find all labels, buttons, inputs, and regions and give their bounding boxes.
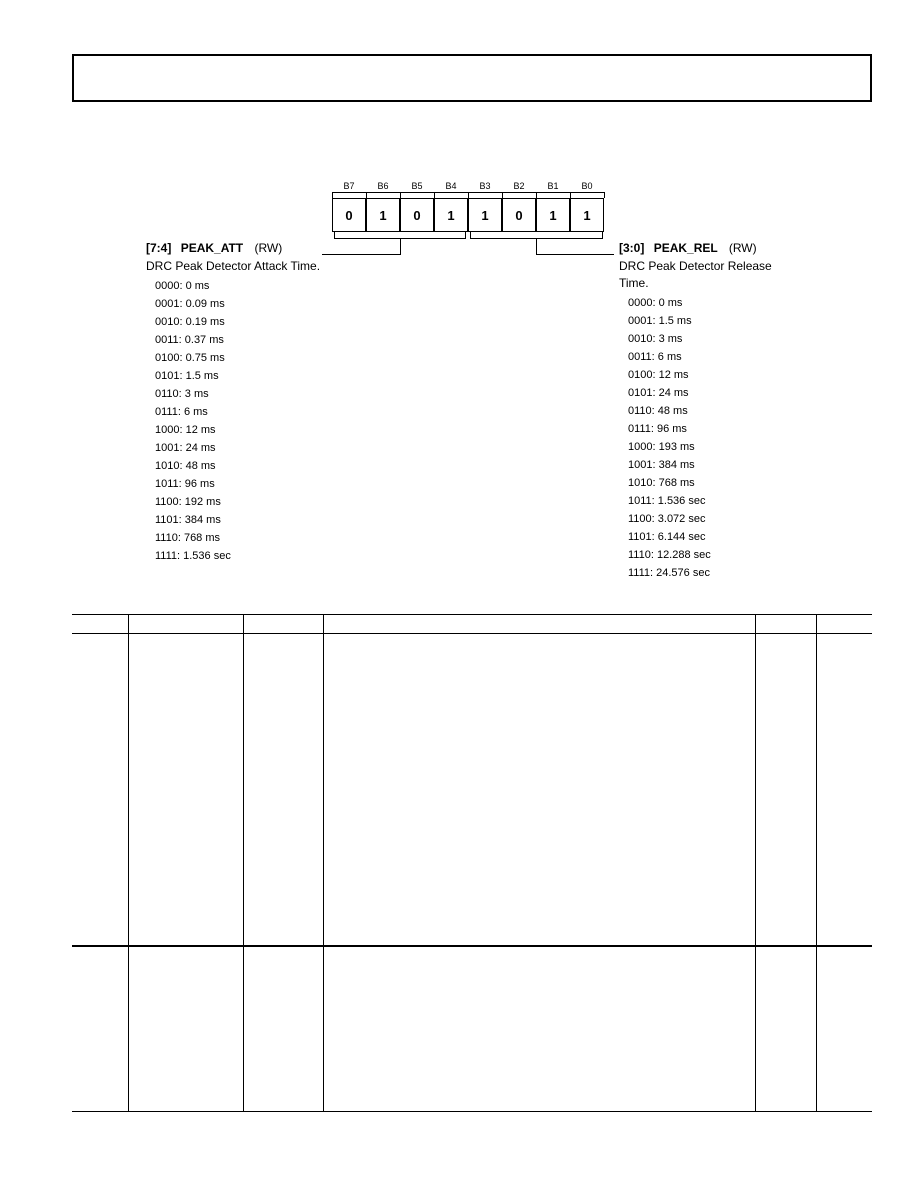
table-col-divider-1 [128,614,129,1112]
peak-rel-bits: [3:0] [619,241,645,255]
peak-rel-name: PEAK_REL [653,241,718,255]
peak-rel-option: 1001: 384 ms [628,459,695,471]
peak-att-option: 0000: 0 ms [155,280,210,292]
bit-label-b5: B5 [411,181,423,191]
bit-label-b3: B3 [479,181,491,191]
peak-att-option: 1111: 1.536 sec [155,550,231,562]
peak-rel-option: 0001: 1.5 ms [628,315,692,327]
peak-rel-description-line2: Time. [619,276,649,290]
peak-rel-option: 1000: 193 ms [628,441,695,453]
peak-att-description: DRC Peak Detector Attack Time. [146,259,321,273]
leader-right [536,254,614,255]
bit-scale-tick [604,192,605,198]
bit-value-b7: 0 [332,198,366,232]
peak-rel-option: 0010: 3 ms [628,333,683,345]
peak-rel-option: 0101: 24 ms [628,387,689,399]
brace-right-tick-r [602,232,603,239]
brace-right-drop [536,239,537,254]
brace-left-tick-r [465,232,466,239]
bit-label-b2: B2 [513,181,525,191]
peak-att-option: 1011: 96 ms [155,478,215,490]
bit-value-b0: 1 [570,198,604,232]
bit-value-b1: 1 [536,198,570,232]
peak-rel-option: 0000: 0 ms [628,297,683,309]
peak-att-name: PEAK_ATT [180,241,244,255]
peak-rel-options [628,294,711,582]
leader-left [322,254,401,255]
table-col-divider-5 [816,614,817,1112]
peak-att-option: 1101: 384 ms [155,514,221,526]
table-bottom-rule [72,1111,872,1112]
register-table [72,614,872,1112]
peak-att-option: 1100: 192 ms [155,496,221,508]
peak-rel-description-line1: DRC Peak Detector Release [619,259,772,273]
bit-label-b4: B4 [445,181,457,191]
table-col-divider-2 [243,614,244,1112]
peak-att-option: 1001: 24 ms [155,442,216,454]
peak-rel-option: 1110: 12.288 sec [628,549,711,561]
bit-label-b1: B1 [547,181,559,191]
peak-rel-option: 1010: 768 ms [628,477,695,489]
bit-label-b6: B6 [377,181,389,191]
brace-right-tick-l [470,232,471,239]
table-col-divider-4 [755,614,756,1112]
bit-label-b7: B7 [343,181,355,191]
peak-att-options [155,277,231,565]
page-header-box [72,54,872,102]
peak-rel-option: 0100: 12 ms [628,369,689,381]
peak-rel-option: 1100: 3.072 sec [628,513,706,525]
brace-left-drop [400,239,401,254]
peak-att-option: 0010: 0.19 ms [155,316,225,328]
peak-att-option: 1110: 768 ms [155,532,221,544]
bit-scale-line [332,192,604,193]
brace-left-tick-l [334,232,335,239]
table-top-rule [72,614,872,615]
table-header-rule [72,633,872,634]
table-row-rule [72,945,872,947]
peak-rel-description [619,258,772,292]
peak-att-option: 0110: 3 ms [155,388,209,400]
peak-att-bits: [7:4] [146,241,172,255]
bit-label-b0: B0 [581,181,593,191]
peak-rel-option: 1101: 6.144 sec [628,531,706,543]
peak-att-option: 0111: 6 ms [155,406,208,418]
peak-rel-title [619,241,757,255]
peak-rel-option: 0011: 6 ms [628,351,682,363]
peak-att-option: 1000: 12 ms [155,424,216,436]
bit-value-b3: 1 [468,198,502,232]
bit-value-b4: 1 [434,198,468,232]
peak-rel-option: 0110: 48 ms [628,405,688,417]
peak-att-option: 0100: 0.75 ms [155,352,225,364]
peak-rel-option: 0111: 96 ms [628,423,687,435]
bit-value-b6: 1 [366,198,400,232]
peak-att-option: 0001: 0.09 ms [155,298,225,310]
peak-att-title [146,241,282,255]
bit-value-b5: 0 [400,198,434,232]
peak-att-access: (RW) [254,241,283,255]
peak-att-option: 1010: 48 ms [155,460,216,472]
peak-rel-option: 1111: 24.576 sec [628,567,710,579]
peak-att-option: 0011: 0.37 ms [155,334,224,346]
peak-rel-option: 1011: 1.536 sec [628,495,706,507]
peak-rel-access: (RW) [728,241,757,255]
table-col-divider-3 [323,614,324,1112]
bit-value-b2: 0 [502,198,536,232]
peak-att-option: 0101: 1.5 ms [155,370,219,382]
